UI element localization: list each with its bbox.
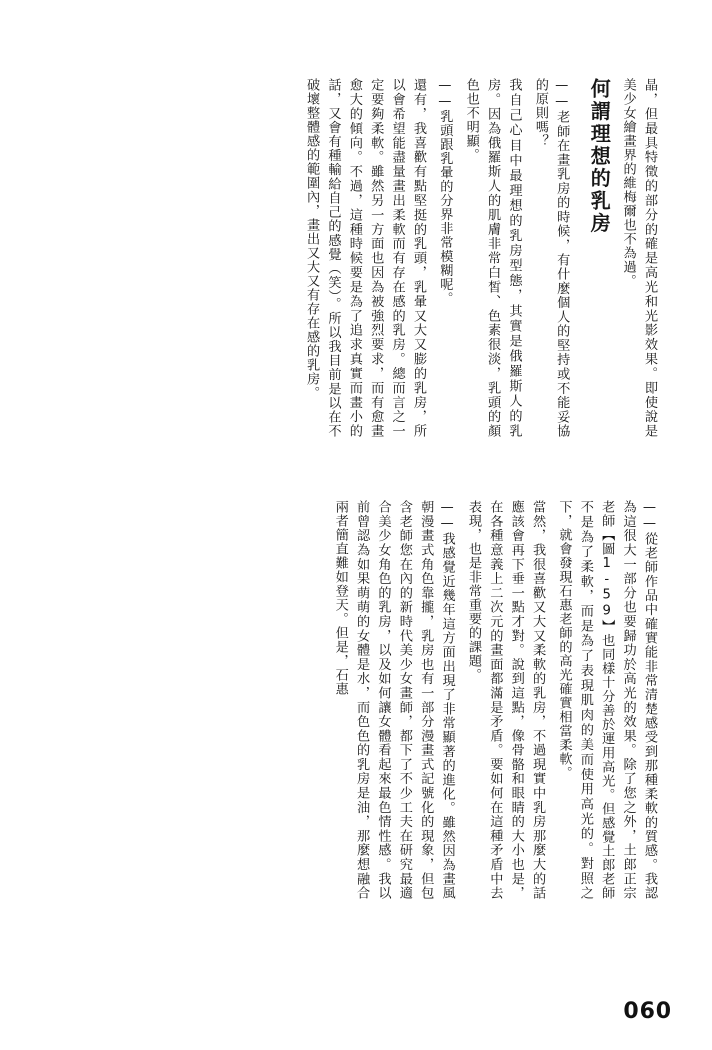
paragraph-continuation: 晶，但最具特徵的部分的確是高光和光影效果。即使說是美少女繪畫界的維梅爾也不為過。 [620,78,657,438]
interview-question: ——老師在畫乳房的時候，有什麼個人的堅持或不能妥協的原則嗎？ [532,78,570,438]
upper-text-column [108,78,660,438]
interview-question: ——從老師作品中確實能非常清楚感受到那種柔軟的質感。我認為這很大一部分也要歸功於高光的效果。除了您之外，土郎正宗老師【圖1-59】也同樣十分善於運用高光。但感覺土郎老師不是為了柔軟，而是為了表現肌肉的美而使用高光的。對照之下，就會發現石惠老師的高光確實相當柔軟。 [556,500,657,900]
interview-answer: 當然，我很喜歡又大又柔軟的乳房，不過現實中乳房那麼大的話應該會再下垂一點才對。說到這點，像骨骼和眼睛的大小也是，在各種意義上二次元的畫面都滿是矛盾。要如何在這種矛盾中去表現，也是非常重要的課題。 [466,500,546,900]
interview-answer: 還有，我喜歡有點堅挺的乳頭，乳暈又大又膨的乳房，所以會希望能盡量畫出柔軟而有存在感的乳房。總而言之一定要夠柔軟。雖然另一方面也因為被強烈要求，而有愈畫愈大的傾向。不過，這種時候要是為了追求真實而畫小的話，又會有種輸給自己的感覺（笑）。所以我目前是以在不破壞整體感的範圍內，畫出又大又有存在感的乳房。 [304,78,426,438]
interview-answer: 我自己心目中最理想的乳房型態，其實是俄羅斯人的乳房。因為俄羅斯人的肌膚非常白皙、色素很淡，乳頭的顏色也不明顯。 [463,78,522,438]
page-number: 060 [623,999,672,1024]
interview-question: ——我感覺近幾年這方面出現了非常顯著的進化。雖然因為畫風朝漫畫式角色靠攏，乳房也有一部分漫畫式記號化的現象，但包含老師您在內的新時代美少女畫師，都下了不少工夫在研究最適合美少女角色的乳房，以及如何讓女體看起來最色情性感。我以前曾認為如果萌萌的女體是水，而色色的乳房是油，那麼想融合兩者簡直難如登天。但是，石惠 [332,500,455,900]
interview-question: ——乳頭跟乳暈的分界非常模糊呢。 [437,78,453,306]
lower-text-column [108,500,660,900]
section-heading: 何謂理想的乳房 [587,78,612,235]
